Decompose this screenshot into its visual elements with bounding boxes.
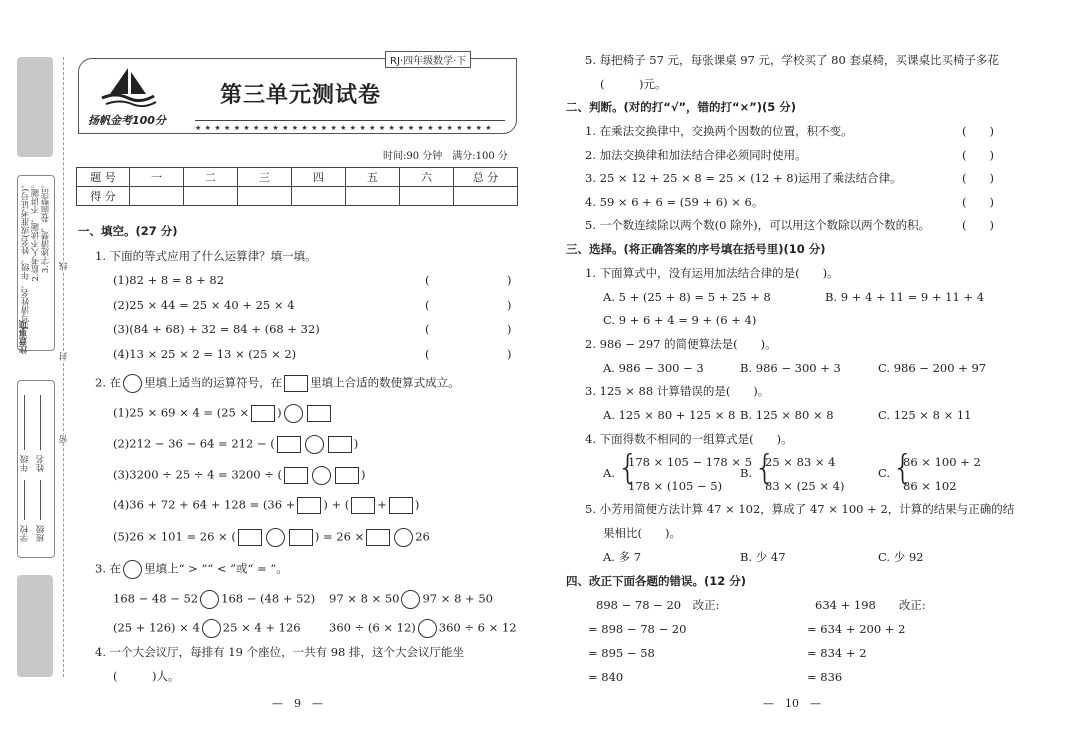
page-title: 第三单元测试卷 <box>220 83 382 108</box>
notice-line-3: 3.字迹清楚，卷面整洁。 <box>41 180 51 274</box>
choice-4: 4. 下面得数不相同的一组算式是( )。 <box>585 432 793 446</box>
q5-answer[interactable]: ( )元。 <box>600 77 667 91</box>
error-2-title: 634 + 198 改正: <box>815 598 926 612</box>
name-line <box>40 395 41 450</box>
q1-answer-2-close: ) <box>507 298 512 312</box>
q2-4-close: ) <box>414 497 420 512</box>
q1-item-3: (3)(84 + 68) + 32 = 84 + (68 + 32) <box>113 322 320 336</box>
answer-box[interactable] <box>251 405 275 422</box>
judge-1: 1. 在乘法交换律中，交换两个因数的位置，积不变。 <box>585 124 853 138</box>
section-4-heading: 四、改正下面各题的错误。(12 分) <box>566 574 747 588</box>
section-2-heading: 二、判断。(对的打“√”，错的打“×”)(5 分) <box>566 100 797 114</box>
q2-5-text-a: (5)26 × 101 = 26 × ( <box>113 529 236 544</box>
name-label: 姓名 <box>36 455 46 472</box>
q3-item-3 <box>113 619 301 638</box>
answer-box[interactable] <box>366 529 390 546</box>
error-2-step-1: = 634 + 200 + 2 <box>807 622 906 636</box>
school-label: 学校 <box>20 525 30 542</box>
answer-circle[interactable] <box>200 590 219 609</box>
q3-text-a: 3. 在 <box>95 561 122 576</box>
answer-box[interactable] <box>328 436 352 453</box>
judge-2: 2. 加法交换律和加法结合律必须同时使用。 <box>585 148 807 162</box>
answer-circle[interactable] <box>284 404 303 423</box>
judge-answer-5[interactable]: ( ) <box>962 218 994 232</box>
score-cell[interactable] <box>454 187 518 206</box>
q3-text <box>95 560 288 579</box>
score-table <box>76 167 518 206</box>
score-cell[interactable] <box>238 187 292 206</box>
q3-text-b: 里填上“ > ”“ < ”或“ = ”。 <box>144 561 288 576</box>
q2-text-c: 里填上合适的数使算式成立。 <box>310 375 460 390</box>
choice-5-b[interactable]: B. 少 47 <box>740 550 786 564</box>
cut-mark-2: 封 <box>59 352 69 361</box>
choice-2: 2. 986 − 297 的简便算法是( )。 <box>585 337 777 351</box>
q2-4-text-b: ) + ( <box>323 497 350 512</box>
q3-4-left: 360 ÷ (6 × 12) <box>329 620 416 635</box>
score-head-2: 二 <box>184 168 238 187</box>
answer-box[interactable] <box>284 467 308 484</box>
choice-5-cont: 果相比( )。 <box>603 526 681 540</box>
class-label: 班级 <box>36 525 46 542</box>
header-underline <box>195 120 505 121</box>
judge-answer-3[interactable]: ( ) <box>962 171 994 185</box>
q3-item-2 <box>329 590 493 609</box>
choice-4-c-1: 86 × 100 + 2 <box>903 455 981 469</box>
cut-line <box>63 57 64 677</box>
q2-3-close: ) <box>361 467 366 482</box>
error-1-step-3: = 840 <box>588 670 624 684</box>
answer-box[interactable] <box>277 436 301 453</box>
page-number-right: — 10 — <box>763 697 821 710</box>
q2-2-text: (2)212 − 36 − 64 = 212 − ( <box>113 436 275 451</box>
answer-circle[interactable] <box>418 619 437 638</box>
q3-item-1 <box>113 590 315 609</box>
score-cell[interactable] <box>346 187 400 206</box>
q1-answer-2-open[interactable]: ( <box>425 298 430 312</box>
q2-5-text-c: 26 <box>415 529 430 544</box>
answer-circle[interactable] <box>401 590 420 609</box>
score-head-0: 题 号 <box>77 168 130 187</box>
q1-answer-4-close: ) <box>507 347 512 361</box>
class-line <box>40 480 41 520</box>
answer-circle[interactable] <box>394 528 413 547</box>
answer-circle[interactable] <box>202 619 221 638</box>
score-row-label: 得 分 <box>77 187 130 206</box>
binding-strip-top <box>17 57 53 157</box>
brace-icon: { <box>617 448 639 488</box>
q1-answer-1-close: ) <box>507 273 512 287</box>
score-head-4: 四 <box>292 168 346 187</box>
score-cell[interactable] <box>130 187 184 206</box>
q2-item-5 <box>113 528 430 547</box>
choice-4-b-label[interactable]: B. <box>740 466 753 480</box>
q1-item-4: (4)13 × 25 × 2 = 13 × (25 × 2) <box>113 347 297 361</box>
judge-5: 5. 一个数连续除以两个数(0 除外)，可以用这个数除以两个数的积。 <box>585 218 931 232</box>
answer-box[interactable] <box>389 497 413 514</box>
q3-4-right: 360 ÷ 6 × 12 <box>438 620 517 635</box>
logo-icon <box>98 66 158 112</box>
q3-3-right: 25 × 4 + 126 <box>222 620 301 635</box>
score-cell[interactable] <box>184 187 238 206</box>
choice-4-b-2: 83 × (25 × 4) <box>765 479 845 493</box>
circle-icon <box>123 374 142 393</box>
answer-box[interactable] <box>307 405 331 422</box>
binding-strip-bottom <box>17 575 53 677</box>
score-head-1: 一 <box>130 168 184 187</box>
q2-item-4 <box>113 497 419 514</box>
star-row: ★★★★★★★★★★★★★★★★★★★★★★★★★★★★★★★ <box>195 124 495 132</box>
q1-answer-3-close: ) <box>507 322 512 336</box>
brace-icon: { <box>892 448 914 488</box>
answer-box[interactable] <box>238 529 262 546</box>
choice-5-a[interactable]: A. 多 7 <box>603 550 642 564</box>
q3-2-left: 97 × 8 × 50 <box>329 591 400 606</box>
time-info: 时间:90 分钟 满分:100 分 <box>383 151 508 162</box>
q2-text-b: 里填上适当的运算符号，在 <box>144 375 283 390</box>
judge-answer-2[interactable]: ( ) <box>962 148 994 162</box>
answer-box[interactable] <box>351 497 375 514</box>
q3-2-right: 97 × 8 + 50 <box>422 591 493 606</box>
choice-1-a[interactable]: A. 5 + (25 + 8) = 5 + 25 + 8 <box>603 290 771 304</box>
box-icon <box>284 375 308 392</box>
answer-circle[interactable] <box>312 466 331 485</box>
q3-item-4 <box>329 619 517 638</box>
choice-3: 3. 125 × 88 计算错误的是( )。 <box>585 384 770 398</box>
notice-line-2: 2.监考人不读题，不讲题。 <box>31 180 41 282</box>
q4-answer[interactable]: ( )人。 <box>113 669 180 683</box>
score-head-5: 五 <box>346 168 400 187</box>
q1-answer-1-open[interactable]: ( <box>425 273 430 287</box>
q2-2-close: ) <box>353 436 359 451</box>
choice-4-c-2: 86 × 102 <box>903 479 957 493</box>
error-1-step-1: = 898 − 78 − 20 <box>588 622 687 636</box>
q1-item-2: (2)25 × 44 = 25 × 40 + 25 × 4 <box>113 298 295 312</box>
answer-box[interactable] <box>289 529 313 546</box>
choice-2-b[interactable]: B. 986 − 300 + 3 <box>740 361 841 375</box>
error-2-step-3: = 836 <box>807 670 843 684</box>
q5-text: 5. 每把椅子 57 元，每张课桌 97 元，学校买了 80 套桌椅，买课桌比买椅子多花 <box>585 53 999 67</box>
cut-mark-1: 线 <box>59 262 69 271</box>
judge-answer-4[interactable]: ( ) <box>962 195 994 209</box>
choice-4-a-label[interactable]: A. <box>603 466 615 480</box>
q2-text <box>95 374 460 393</box>
choice-2-a[interactable]: A. 986 − 300 − 3 <box>603 361 704 375</box>
q1-answer-4-open[interactable]: ( <box>425 347 430 361</box>
choice-4-a-2: 178 × (105 − 5) <box>628 479 723 493</box>
cut-mark-3: 密 <box>59 435 69 444</box>
choice-3-c[interactable]: C. 125 × 8 × 11 <box>878 408 972 422</box>
choice-5-c[interactable]: C. 少 92 <box>878 550 924 564</box>
q4-text: 4. 一个大会议厅，每排有 19 个座位，一共有 98 排，这个大会议厅能坐 <box>95 645 465 659</box>
choice-4-c-label[interactable]: C. <box>878 466 891 480</box>
choice-3-a[interactable]: A. 125 × 80 + 125 × 8 <box>603 408 736 422</box>
judge-3: 3. 25 × 12 + 25 × 8 = 25 × (12 + 8)运用了乘法结合律。 <box>585 171 902 185</box>
choice-1: 1. 下面算式中，没有运用加法结合律的是( )。 <box>585 266 839 280</box>
score-cell[interactable] <box>292 187 346 206</box>
answer-box[interactable] <box>335 467 359 484</box>
q1-text: 1. 下面的等式应用了什么运算律？填一填。 <box>95 249 317 263</box>
brace-icon: { <box>754 448 776 488</box>
score-head-3: 三 <box>238 168 292 187</box>
q3-1-left: 168 − 48 − 52 <box>113 591 199 606</box>
q2-item-2 <box>113 435 358 454</box>
score-cell[interactable] <box>400 187 454 206</box>
choice-1-c[interactable]: C. 9 + 6 + 4 = 9 + (6 + 4) <box>603 313 757 327</box>
q2-1-close: ) <box>277 405 282 420</box>
choice-3-b[interactable]: B. 125 × 80 × 8 <box>740 408 834 422</box>
q2-text-a: 2. 在 <box>95 375 122 390</box>
choice-4-a-1: 178 × 105 − 178 × 5 <box>628 455 753 469</box>
grade-line <box>24 395 25 450</box>
grade-label: 年级 <box>20 455 30 472</box>
score-head-6: 六 <box>400 168 454 187</box>
choice-4-b-1: 25 × 83 × 4 <box>765 455 836 469</box>
q1-item-1: (1)82 + 8 = 8 + 82 <box>113 273 225 287</box>
q2-item-3 <box>113 466 366 485</box>
notice-label: 注意事项 <box>19 320 29 354</box>
brand-name: 扬帆金考100分 <box>88 114 166 127</box>
q1-answer-3-open[interactable]: ( <box>425 322 430 336</box>
choice-1-b[interactable]: B. 9 + 4 + 11 = 9 + 11 + 4 <box>825 290 985 304</box>
q2-1-text: (1)25 × 69 × 4 = (25 × <box>113 405 250 420</box>
q2-item-1 <box>113 404 333 423</box>
q3-1-right: 168 − (48 + 52) <box>221 591 316 606</box>
judge-4: 4. 59 × 6 + 6 = (59 + 6) × 6。 <box>585 195 764 209</box>
notice-line-1: 1.写清姓名、年级、姓名(或准考证号)。 <box>21 180 31 331</box>
answer-circle[interactable] <box>266 528 285 547</box>
score-head-7: 总 分 <box>454 168 518 187</box>
q2-5-text-b: ) = 26 × <box>314 529 365 544</box>
choice-5: 5. 小芳用简便方法计算 47 × 102，算成了 47 × 100 + 2，计算的结果与正确的结 <box>585 502 1015 516</box>
error-2-step-2: = 834 + 2 <box>807 646 867 660</box>
error-1-title: 898 − 78 − 20 改正: <box>596 598 720 612</box>
judge-answer-1[interactable]: ( ) <box>962 124 994 138</box>
answer-box[interactable] <box>297 497 321 514</box>
school-line <box>24 480 25 520</box>
circle-icon <box>123 560 142 579</box>
error-1-step-2: = 895 − 58 <box>588 646 655 660</box>
q3-3-left: (25 + 126) × 4 <box>113 620 200 635</box>
series-tag: RJ·四年级数学·下 <box>385 51 471 68</box>
section-1-heading: 一、填空。(27 分) <box>78 224 178 238</box>
choice-2-c[interactable]: C. 986 − 200 + 97 <box>878 361 987 375</box>
section-3-heading: 三、选择。(将正确答案的序号填在括号里)(10 分) <box>566 242 826 256</box>
answer-circle[interactable] <box>305 435 324 454</box>
q2-4-text-c: + <box>377 497 387 512</box>
q2-4-text-a: (4)36 + 72 + 64 + 128 = (36 + <box>113 497 296 512</box>
q2-3-text: (3)3200 ÷ 25 ÷ 4 = 3200 ÷ ( <box>113 467 283 482</box>
page-number-left: — 9 — <box>272 697 323 710</box>
